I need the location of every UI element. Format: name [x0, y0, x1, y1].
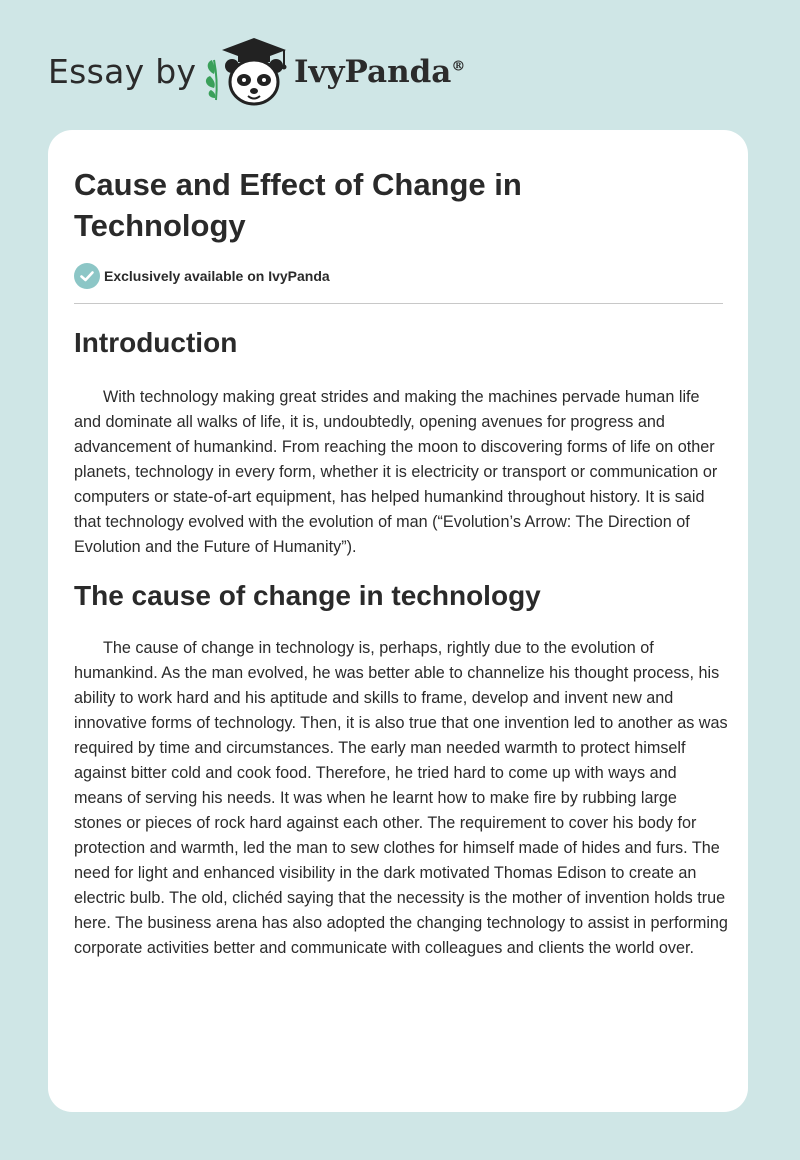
badge-text: Exclusively available on IvyPanda — [104, 268, 330, 284]
panda-logo-icon[interactable] — [202, 36, 294, 108]
brand-name-text: IvyPanda — [294, 54, 452, 90]
section-paragraph-cause: The cause of change in technology is, perhaps, rightly due to the evolution of humankind. As the man evolved, he was better able to channelize his thought process, his ability to work hard and his aptitude and skills to frame, develop and invent new and innovative forms of technology. Then, it is also true that one invention led to another as was required by time and circumstances. The early man needed warmth to protect himself against bitter cold and cook food. Therefore, he tried hard to come up with ways and means of serving his needs. It was when he learnt how to make fire by rubbing large stones or pieces of rock hard against each other. The requirement to cover his body for protection and warmth, led the man to sew clothes for himself made of hides and furs. The need for light and enhanced visibility in the dark motivated Thomas Edison to create an electric bulb. The old, clichéd saying that the necessity is the mother of invention holds true here. The business arena has also adopted the changing technology to assist in performing corporate activities better and communicate with colleagues and clients the world over. — [74, 639, 728, 957]
site-header — [48, 36, 548, 106]
brand-reg-mark: ® — [451, 58, 466, 75]
exclusive-badge — [74, 263, 330, 289]
section-heading-introduction: Introduction — [74, 327, 238, 358]
brand-prefix: Essay by — [48, 52, 197, 91]
section-heading-cause: The cause of change in technology — [74, 580, 541, 611]
essay-card — [48, 130, 748, 1112]
divider — [74, 303, 723, 304]
check-circle-icon — [74, 263, 100, 289]
section-paragraph-introduction: With technology making great strides and making the machines pervade human life and dominate all walks of life, it is, undoubtedly, opening avenues for progress and advancement of humankind. From reaching the moon to discovering forms of life on other planets, technology in every form, whether it is electricity or transport or communication or computers or state-of-art equipment, has helped humankind throughout history. It is said that technology evolved with the evolution of man (“Evolution’s Arrow: The Direction of Evolution and the Future of Humanity”). — [74, 388, 718, 556]
brand-name[interactable] — [294, 54, 465, 90]
page-title: Cause and Effect of Change in Technology — [74, 167, 522, 243]
